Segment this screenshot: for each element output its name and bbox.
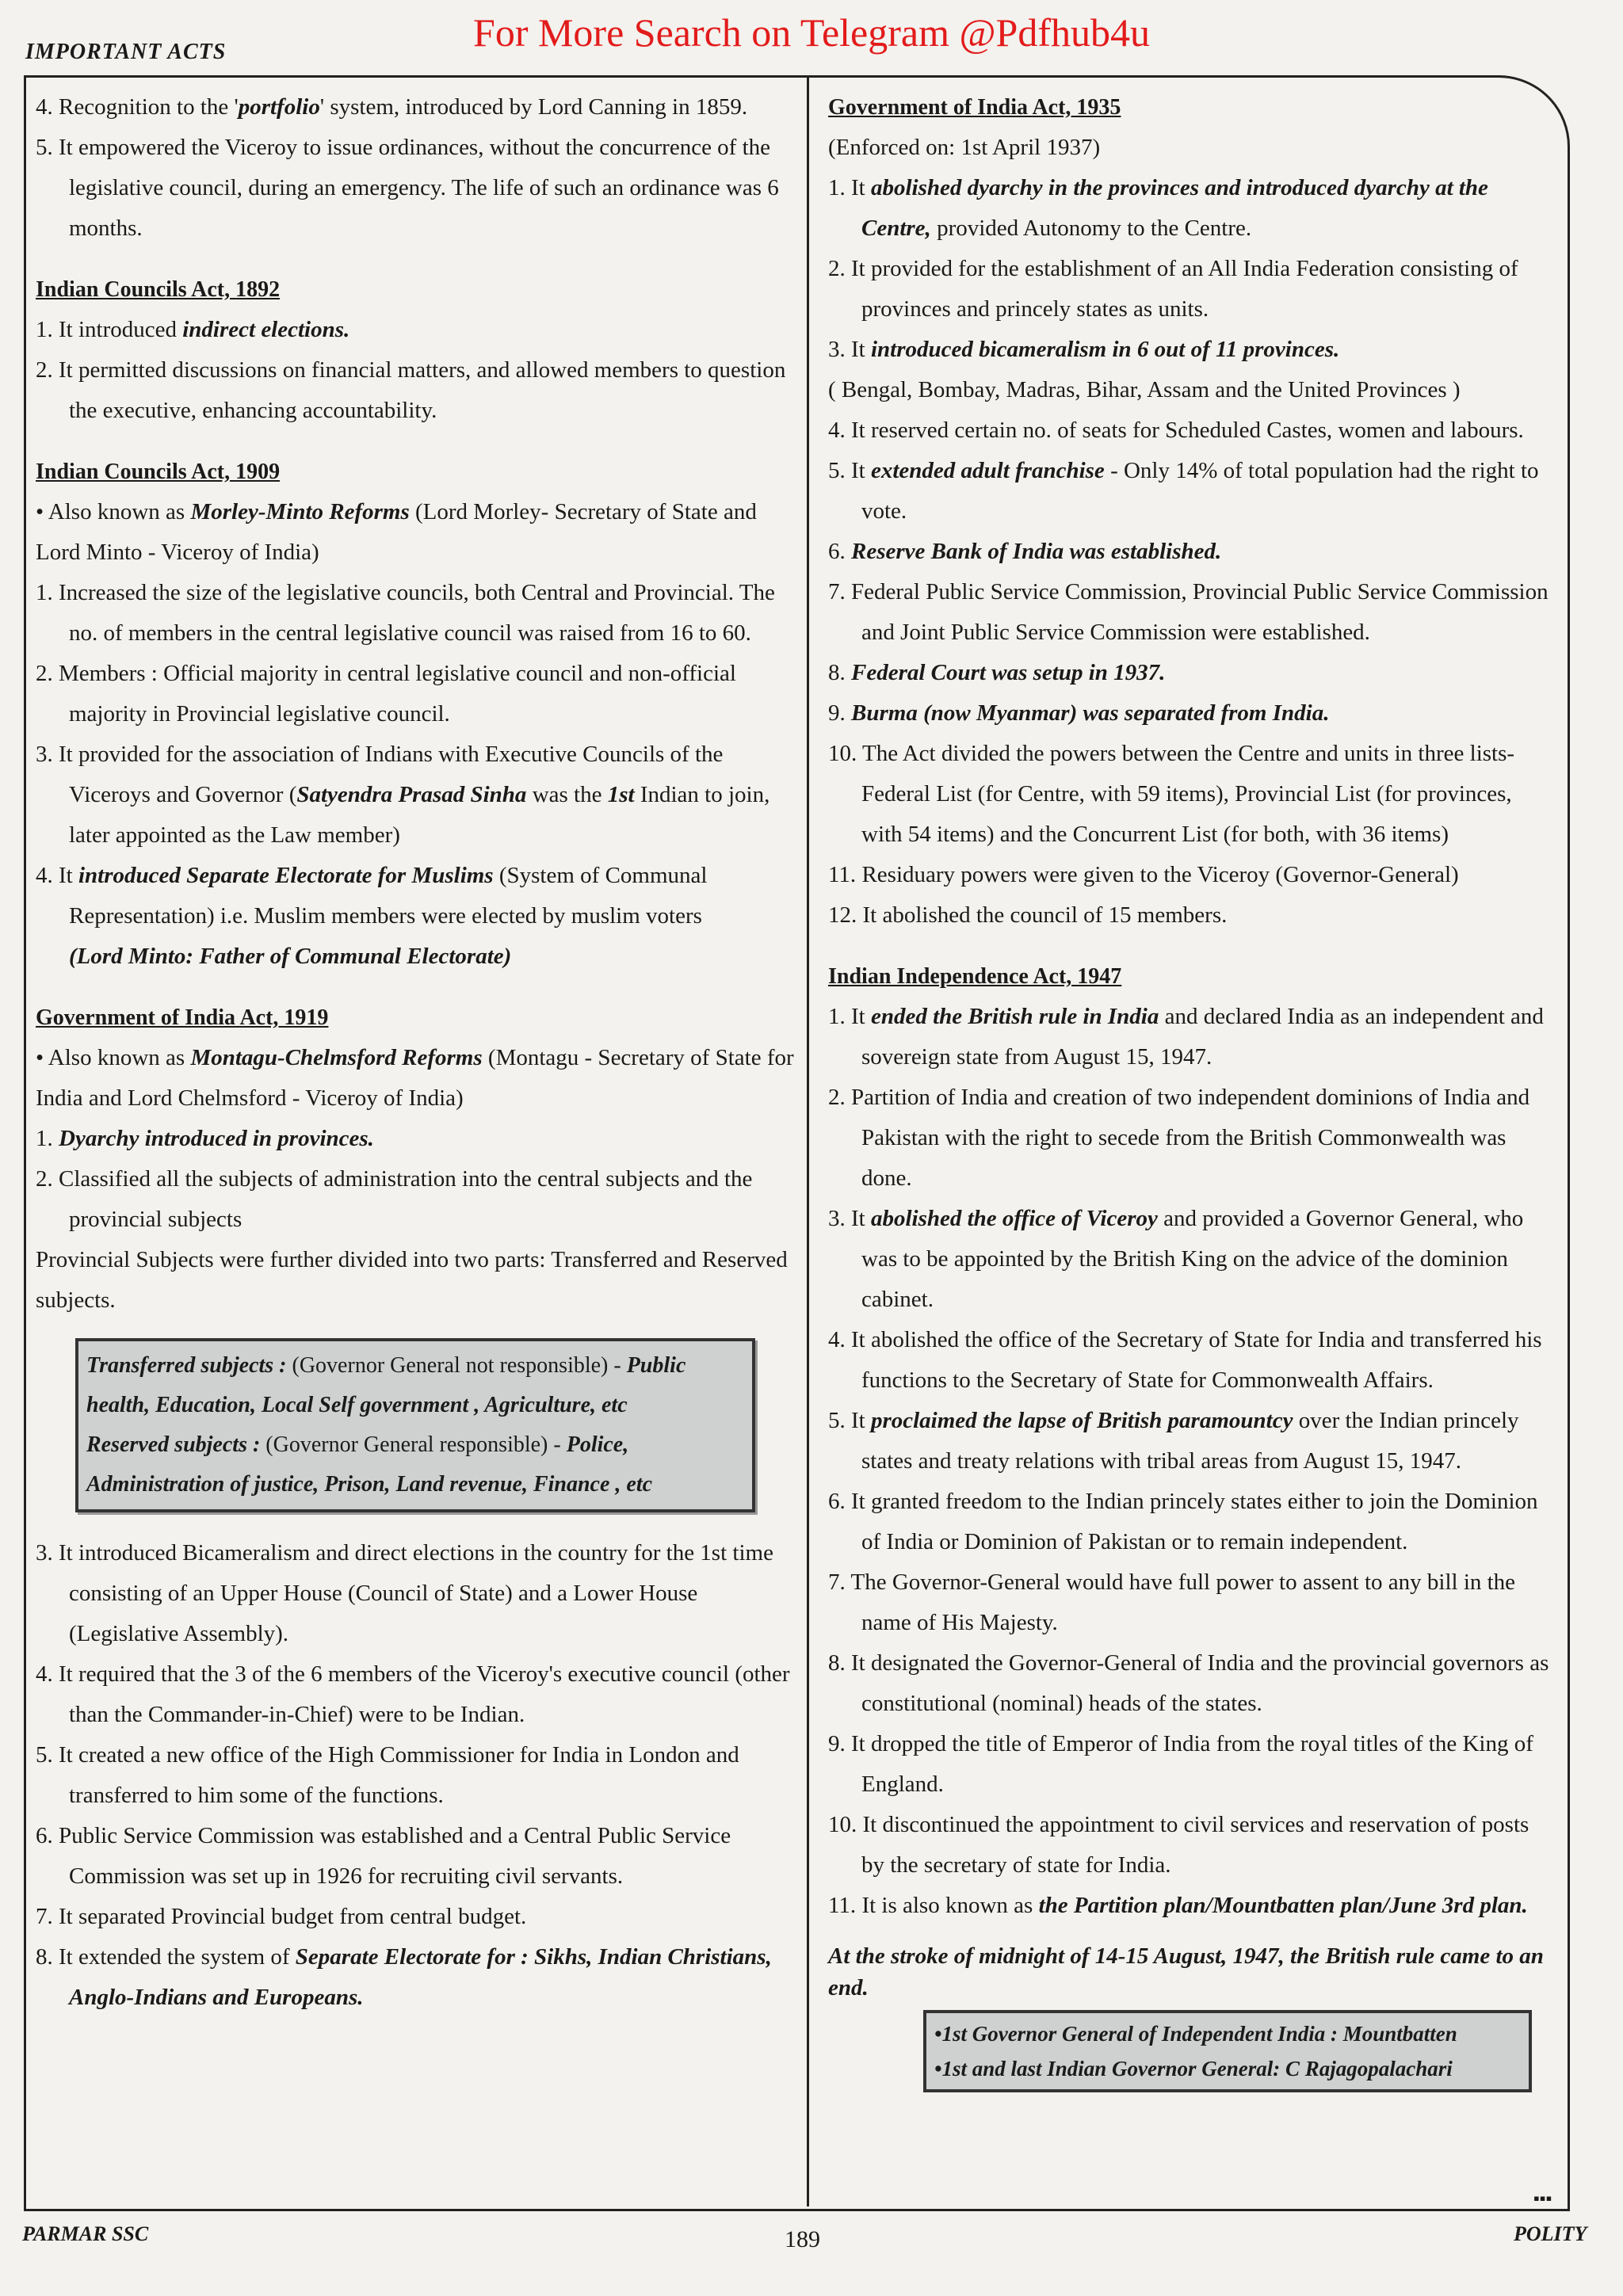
running-header: IMPORTANT ACTS [25,40,227,64]
list-item: 9. Burma (now Myanmar) was separated from India. [828,700,1330,726]
note: (Lord Minto: Father of Communal Electorate) [69,944,512,969]
list-item: 4. Recognition to the 'portfolio' system, introduced by Lord Canning in 1859. [36,94,748,120]
paragraph: Provincial Subjects were further divided into two parts: Transferred and Reserved subjects. [36,1247,788,1313]
watermark: For More Search on Telegram @Pdfhub4u [473,10,1150,55]
list-item: 4. It reserved certain no. of seats for Scheduled Castes, women and labours. [828,418,1524,443]
list-item: 5. It empowered the Viceroy to issue ordinances, without the concurrence of the legislative council, during an emergency. The life of such an ordinance was 6 months. [36,135,779,241]
list-item: 3. It introduced Bicameralism and direct elections in the country for the 1st time consisting of an Upper House (Council of State) and a Lower House (Legislative Assembly). [36,1540,773,1646]
list-item: 6. Reserve Bank of India was established. [828,539,1222,564]
list-item: 3. It introduced bicameralism in 6 out of 11 provinces. [828,337,1340,362]
list-item: 8. It designated the Governor-General of India and the provincial governors as constitutional (nominal) heads of the states. [828,1650,1549,1716]
list-item: 3. It abolished the office of Viceroy and provided a Governor General, who was to be appointed by the British King on the advice of the dominion cabinet. [828,1206,1524,1312]
note: ( Bengal, Bombay, Madras, Bihar, Assam and the United Provinces ) [828,377,1461,402]
footer-publisher: PARMAR SSC [22,2222,149,2245]
list-item: 12. It abolished the council of 15 members. [828,902,1228,928]
list-item: 8. It extended the system of Separate Electorate for : Sikhs, Indian Christians, Anglo-Indians and Europeans. [36,1944,772,2010]
list-item: 5. It extended adult franchise - Only 14% of total population had the right to vote. [828,458,1539,524]
list-item: 1. It abolished dyarchy in the provinces and introduced dyarchy at the Centre, provided Autonomy to the Centre. [828,175,1488,241]
right-column [828,87,1557,2092]
list-item: 7. The Governor-General would have full power to assent to any bill in the name of His Majesty. [828,1569,1516,1635]
list-item: 5. It proclaimed the lapse of British paramountcy over the Indian princely states and treaty relations with tribal areas from August 15, 1947. [828,1408,1519,1474]
list-item: 2. Partition of India and creation of two independent dominions of India and Pakistan with the right to secede from the British Commonwealth was done. [828,1085,1530,1191]
list-item: 2. Members : Official majority in central legislative council and non-official majority in Provincial legislative council. [36,661,736,727]
list-item: • Also known as Morley-Minto Reforms (Lord Morley- Secretary of State and Lord Minto - Viceroy of India) [36,499,757,565]
list-item: 9. It dropped the title of Emperor of India from the royal titles of the King of England. [828,1731,1533,1797]
list-item: 4. It required that the 3 of the 6 members of the Viceroy's executive council (other than the Commander-in-Chief) were to be Indian. [36,1661,790,1727]
footer-subject: POLITY [1514,2222,1587,2245]
list-item: • Also known as Montagu-Chelmsford Reforms (Montagu - Secretary of State for India and Lord Chelmsford - Viceroy of India) [36,1045,794,1111]
list-item: 4. It abolished the office of the Secretary of State for India and transferred his functions to the Secretary of State for Commonwealth Affairs. [828,1327,1542,1393]
list-item: 5. It created a new office of the High Commissioner for India in London and transferred to him some of the functions. [36,1742,739,1808]
list-item: 6. It granted freedom to the Indian princely states either to join the Dominion of India or Dominion of Pakistan or to remain independent. [828,1489,1538,1554]
list-item: 10. The Act divided the powers between the Centre and units in three lists- Federal List (for Centre, with 59 items), Provincial List (for provinces, with 54 items) and the Concurrent List (for both, with 36 items) [828,741,1515,847]
list-item: 2. It permitted discussions on financial matters, and allowed members to question the executive, enhancing accountability. [36,357,786,423]
list-item: 4. It introduced Separate Electorate for Muslims (System of Communal Representation) i.e. Muslim members were elected by muslim voters [36,863,708,929]
section-title-1947: Indian Independence Act, 1947 [828,964,1122,989]
list-item: 1. Increased the size of the legislative councils, both Central and Provincial. The no. of members in the central legislative council was raised from 16 to 60. [36,580,775,646]
list-item: 1. Dyarchy introduced in provinces. [36,1126,374,1151]
column-divider [807,75,809,2206]
enforced-date: (Enforced on: 1st April 1937) [828,135,1101,160]
list-item: 7. Federal Public Service Commission, Provincial Public Service Commission and Joint Public Service Commission were established. [828,579,1549,645]
list-item: 11. Residuary powers were given to the Viceroy (Governor-General) [828,862,1459,887]
list-item: 11. It is also known as the Partition plan/Mountbatten plan/June 3rd plan. [828,1893,1528,1918]
list-item: 10. It discontinued the appointment to civil services and reservation of posts by the secretary of state for India. [828,1812,1529,1878]
governor-general-box: •1st Governor General of Independent India : Mountbatten •1st and last Indian Governor General: C Rajagopalachari [923,2010,1532,2092]
page-number: 189 [785,2226,820,2252]
subjects-box: Transferred subjects : (Governor General not responsible) - Public health, Education, Local Self government , Agriculture, etc Reserved subjects : (Governor General responsible) - Police, Administration of justice, Prison, Land revenue, Finance , etc [75,1338,755,1512]
section-title-1919: Government of India Act, 1919 [36,1005,329,1030]
section-title-1909: Indian Councils Act, 1909 [36,460,281,484]
list-item: 1. It introduced indirect elections. [36,317,350,342]
list-item: 8. Federal Court was setup in 1937. [828,660,1166,685]
list-item: 1. It ended the British rule in India and declared India as an independent and sovereign state from August 15, 1947. [828,1004,1544,1070]
section-title-1892: Indian Councils Act, 1892 [36,277,281,302]
list-item: 2. It provided for the establishment of an All India Federation consisting of provinces and princely states as units. [828,256,1518,322]
section-title-1935: Government of India Act, 1935 [828,95,1121,120]
left-column [36,87,796,2018]
list-item: 6. Public Service Commission was established and a Central Public Service Commission was set up in 1926 for recruiting civil servants. [36,1823,731,1889]
end-marker: ▪▪▪ [1533,2188,1552,2208]
closing-statement: At the stroke of midnight of 14-15 August, 1947, the British rule came to an end. [828,1943,1544,2000]
list-item: 7. It separated Provincial budget from central budget. [36,1904,527,1929]
list-item: 2. Classified all the subjects of administration into the central subjects and the provincial subjects [36,1166,753,1232]
list-item: 3. It provided for the association of Indians with Executive Councils of the Viceroys and Governor (Satyendra Prasad Sinha was the 1st Indian to join, later appointed as the Law member) [36,742,770,848]
